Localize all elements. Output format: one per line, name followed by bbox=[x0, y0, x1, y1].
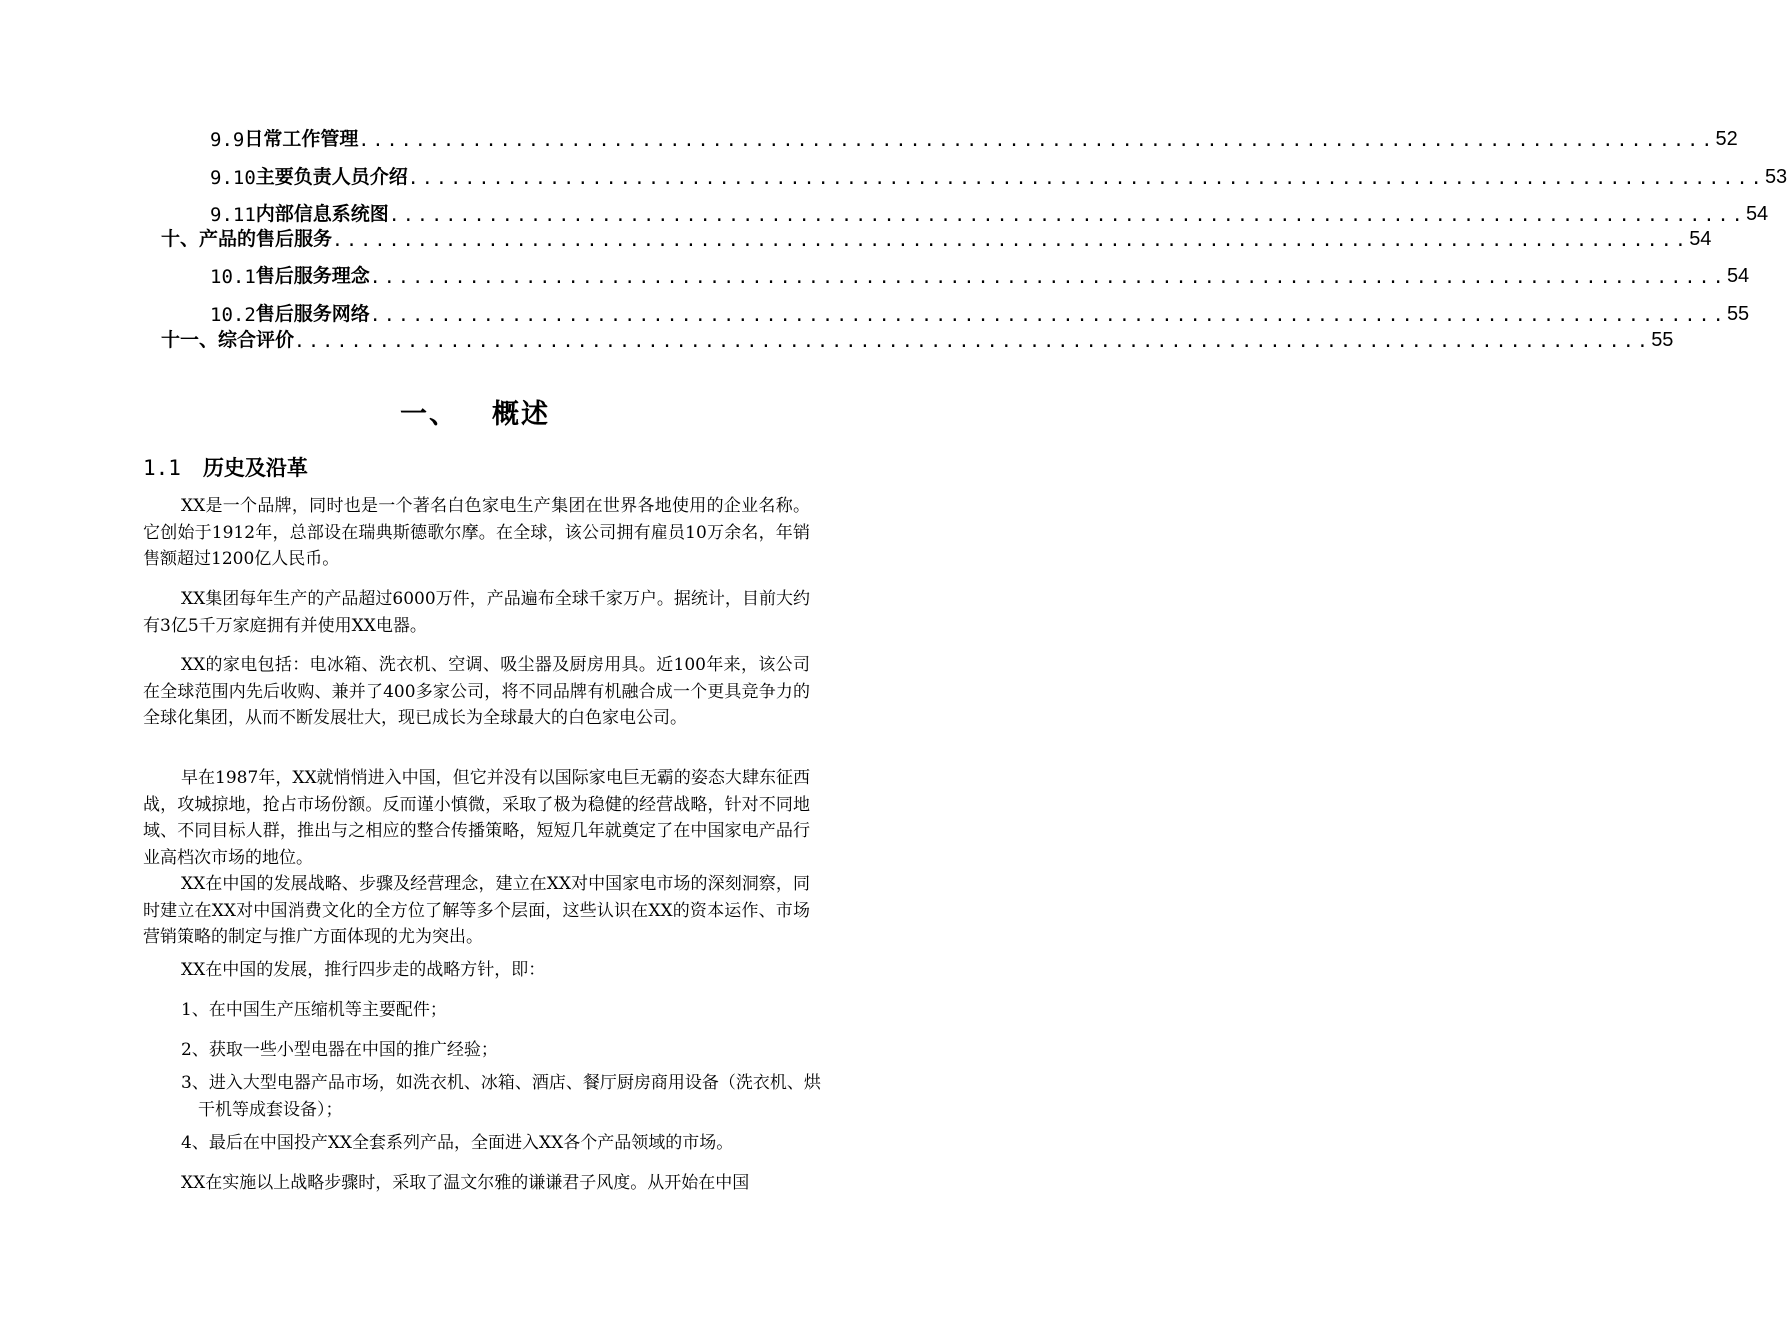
list-item: 3、进入大型电器产品市场，如洗衣机、冰箱、酒店、餐厅厨房商用设备（洗衣机、烘干机等成套设备）； bbox=[181, 1073, 821, 1120]
body-paragraph: XX是一个品牌，同时也是一个著名白色家电生产集团在世界各地使用的企业名称。它创始于1912年，总部设在瑞典斯德歌尔摩。在全球，该公司拥有雇员10万余名，年销售额超过1200亿人民币。 bbox=[143, 496, 810, 569]
section-number: 1.1 bbox=[143, 456, 181, 480]
list-item: 1、在中国生产压缩机等主要配件； bbox=[181, 1000, 447, 1020]
list-item: 4、最后在中国投产XX全套系列产品，全面进入XX各个产品领域的市场。 bbox=[181, 1133, 734, 1153]
toc-entry-page: 53 bbox=[1764, 166, 1787, 188]
body-paragraph: XX的家电包括：电冰箱、洗衣机、空调、吸尘器及厨房用具。近100年来，该公司在全球范围内先后收购、兼并了400多家公司，将不同品牌有机融合成一个更具竞争力的全球化集团，从而不断发展壮大，现已成长为全球最大的白色家电公司。 bbox=[143, 655, 810, 728]
toc-entry-number: 9.10 bbox=[210, 167, 256, 189]
toc-entry-number: 9.9 bbox=[210, 129, 245, 151]
toc-entry-title: 售后服务网络 bbox=[255, 303, 370, 325]
toc-entry[interactable] bbox=[210, 121, 1738, 151]
toc-entry-page: 54 bbox=[1689, 228, 1712, 250]
toc-entry-title: 综合评价 bbox=[218, 329, 295, 351]
toc-entry-page: 54 bbox=[1726, 265, 1750, 287]
toc-leader-dots: ................................................................................................ bbox=[388, 205, 1746, 226]
toc-entry-number: 10.1 bbox=[210, 266, 256, 288]
toc-leader-dots: ................................................................................................ bbox=[369, 305, 1727, 326]
chapter-number: 一、 bbox=[400, 399, 458, 430]
toc-leader-dots: ................................................................................................ bbox=[332, 230, 1690, 251]
list-item: 2、获取一些小型电器在中国的推广经验； bbox=[181, 1040, 498, 1060]
toc-entry[interactable] bbox=[161, 322, 1674, 352]
body-paragraph: 早在1987年，XX就悄悄进入中国，但它并没有以国际家电巨无霸的姿态大肆东征西战，攻城掠地，抢占市场份额。反而谨小慎微，采取了极为稳健的经营战略，针对不同地域、不同目标人群，推出与之相应的整合传播策略，短短几年就奠定了在中国家电产品行业高档次市场的地位。 bbox=[143, 768, 810, 868]
body-paragraph: XX在中国的发展战略、步骤及经营理念，建立在XX对中国家电市场的深刻洞察，同时建立在XX对中国消费文化的全方位了解等多个层面，这些认识在XX的资本运作、市场营销策略的制定与推广方面体现的尤为突出。 bbox=[143, 874, 810, 947]
toc-leader-dots: ................................................................................................ bbox=[358, 130, 1716, 151]
toc-entry-title: 产品的售后服务 bbox=[199, 228, 333, 250]
toc-entry-title: 日常工作管理 bbox=[244, 128, 359, 150]
section-heading bbox=[143, 452, 308, 482]
toc-entry-number: 9.11 bbox=[210, 204, 256, 226]
toc-entry-page: 55 bbox=[1651, 329, 1674, 351]
toc-leader-dots: ................................................................................................ bbox=[407, 168, 1765, 189]
toc-entry-page: 54 bbox=[1745, 203, 1769, 225]
toc-leader-dots: ................................................................................................ bbox=[294, 331, 1652, 352]
body-paragraph: XX在实施以上战略步骤时，采取了温文尔雅的谦谦君子风度。从开始在中国 bbox=[181, 1173, 750, 1193]
toc-entry[interactable] bbox=[210, 258, 1750, 288]
toc-entry-title: 售后服务理念 bbox=[255, 265, 370, 287]
body-paragraph: XX在中国的发展，推行四步走的战略方针，即： bbox=[181, 960, 546, 980]
toc-entry-number: 10.2 bbox=[210, 304, 256, 326]
toc-entry-page: 52 bbox=[1715, 128, 1738, 150]
toc-entry[interactable] bbox=[210, 159, 1787, 189]
toc-entry-title: 主要负责人员介绍 bbox=[255, 166, 408, 188]
toc-entry-title: 内部信息系统图 bbox=[255, 203, 389, 225]
body-paragraph: XX集团每年生产的产品超过6000万件，产品遍布全球千家万户。据统计，目前大约有3亿5千万家庭拥有并使用XX电器。 bbox=[143, 589, 810, 636]
toc-entry-number: 十、 bbox=[161, 228, 200, 250]
toc-entry[interactable] bbox=[161, 221, 1712, 251]
toc-entry-number: 十一、 bbox=[161, 329, 219, 351]
toc-entry-page: 55 bbox=[1726, 303, 1750, 325]
chapter-title: 概述 bbox=[492, 399, 550, 430]
toc-leader-dots: ................................................................................................ bbox=[369, 267, 1727, 288]
chapter-heading bbox=[0, 392, 950, 431]
section-title: 历史及沿革 bbox=[202, 455, 308, 480]
